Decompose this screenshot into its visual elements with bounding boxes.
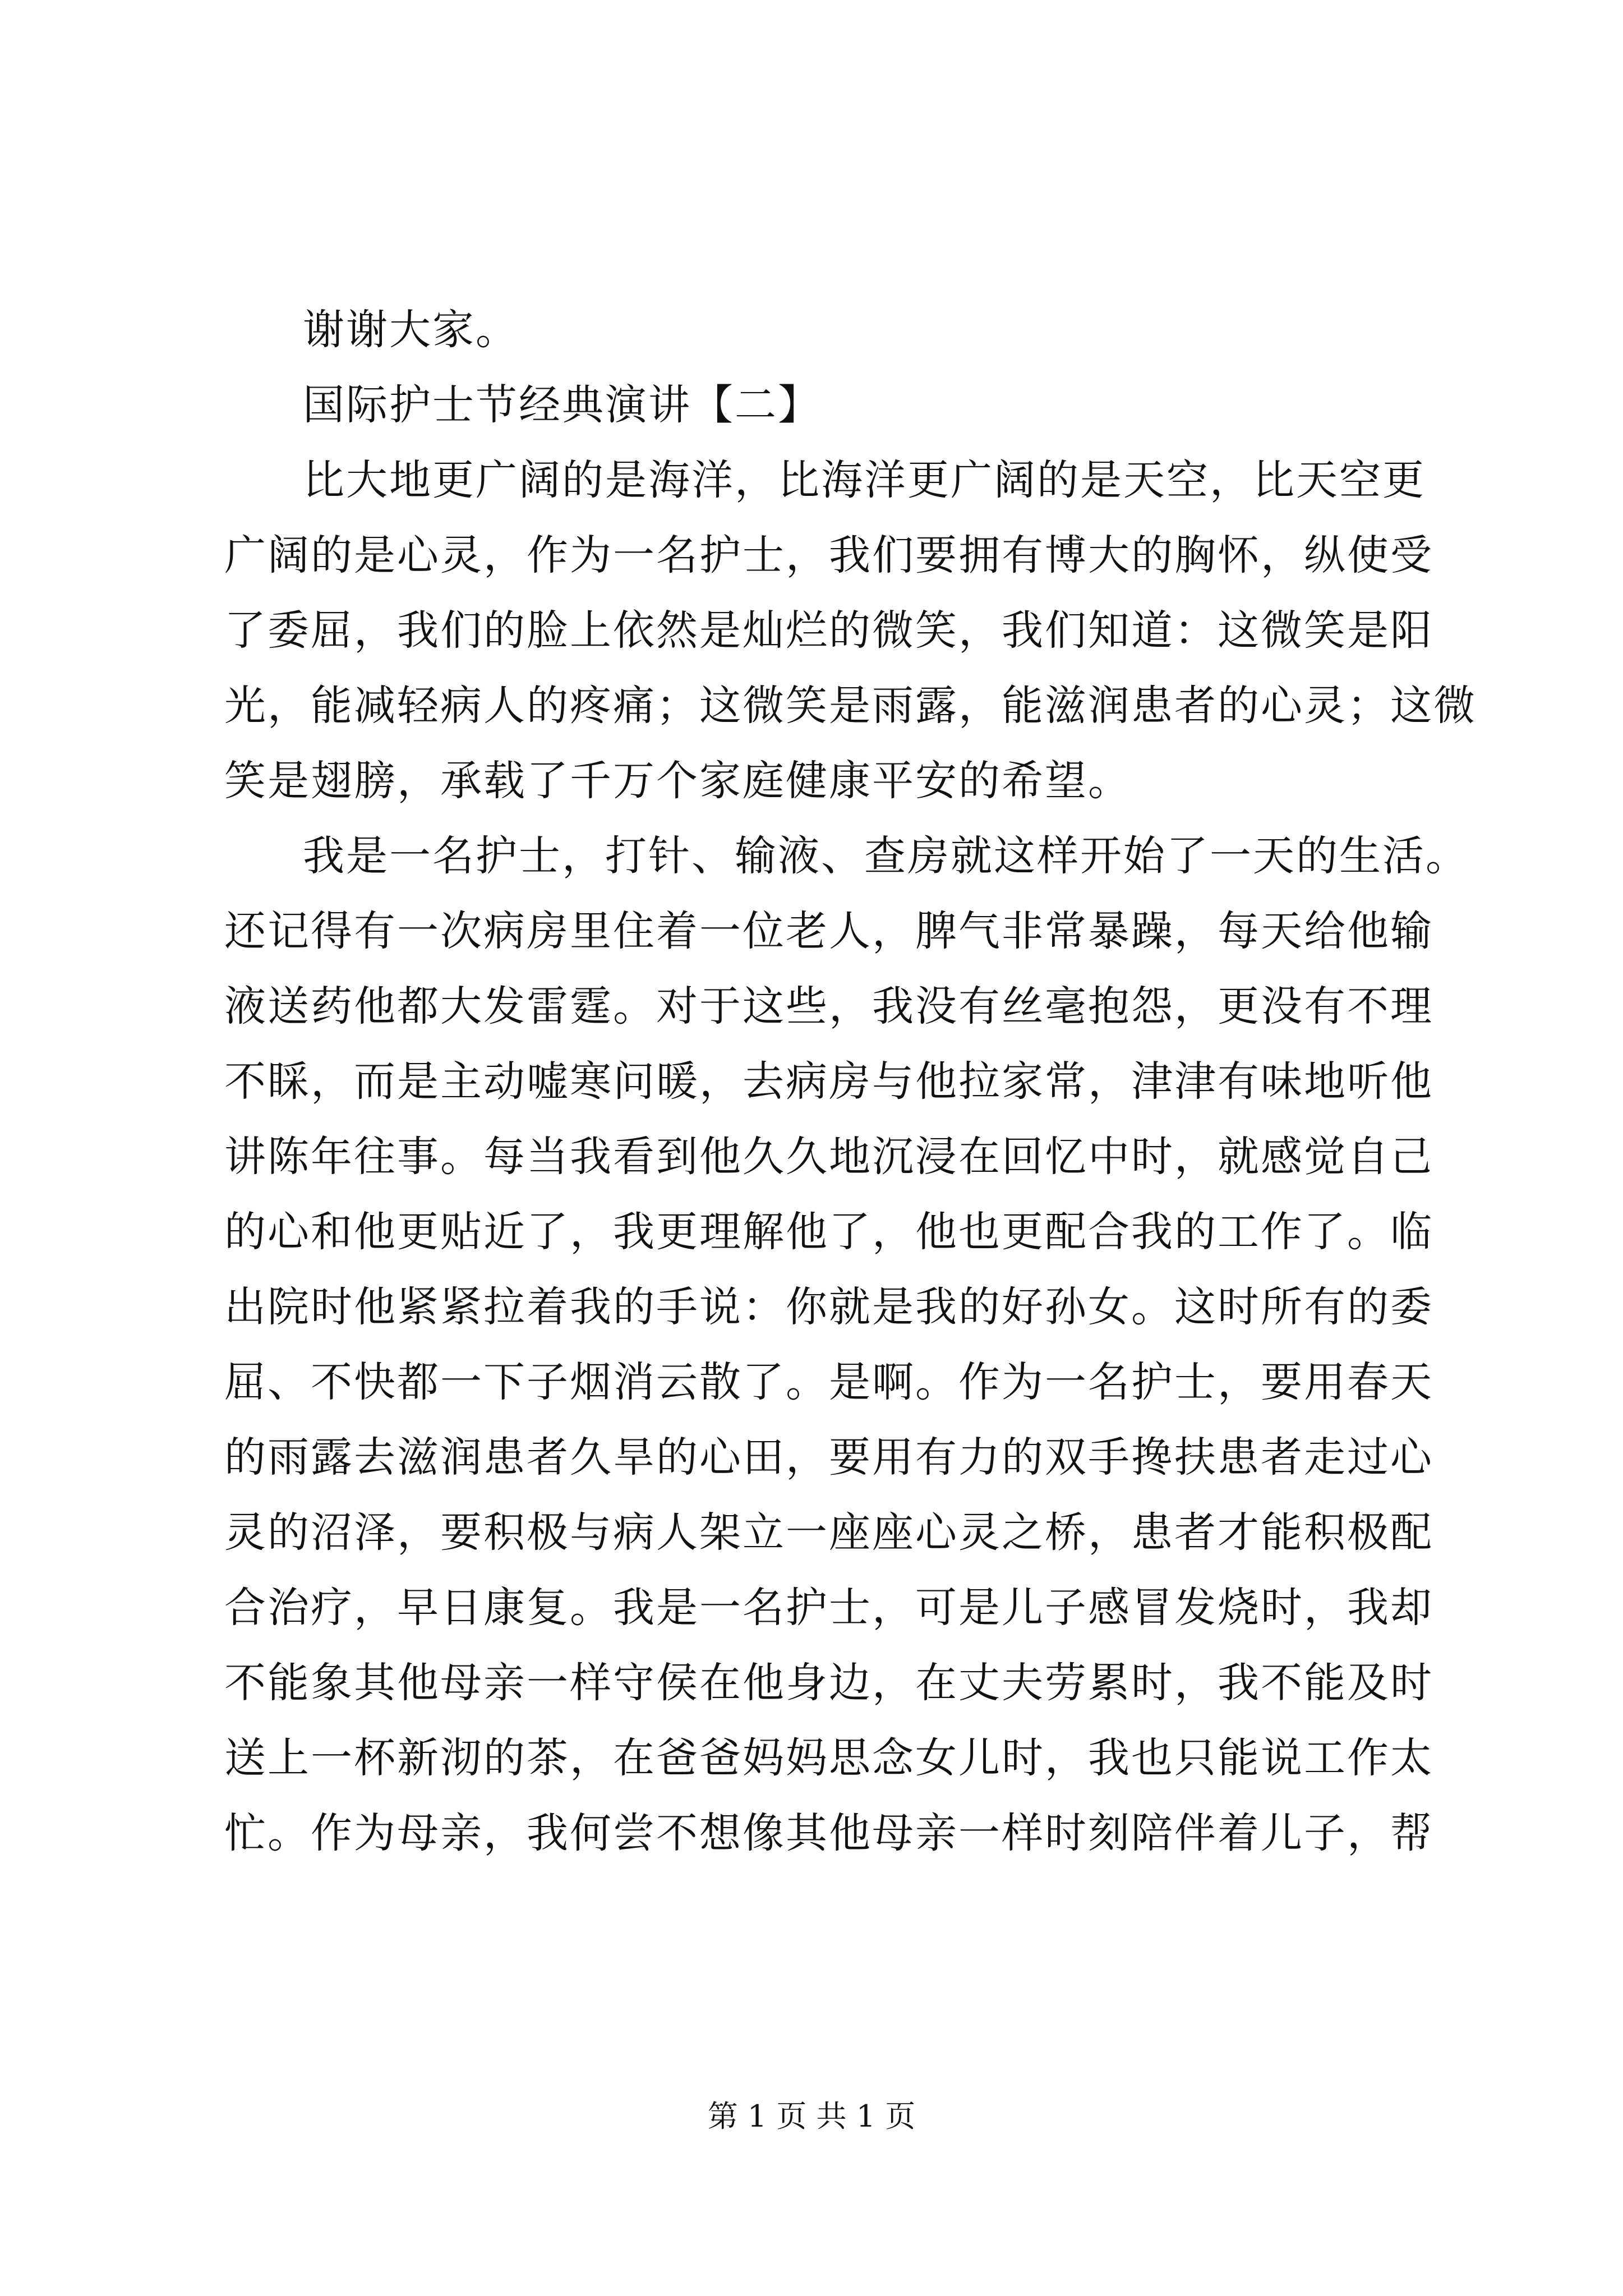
paragraph-2-line-1: 我是一名护士，打针、输液、查房就这样开始了一天的生活。 [303, 832, 1469, 880]
paragraph-2-line-8: 屈、不快都一下子烟消云散了。是啊。作为一名护士，要用春天 [224, 1358, 1433, 1406]
paragraph-2-line-10: 灵的沼泽，要积极与病人架立一座座心灵之桥，患者才能积极配 [224, 1508, 1433, 1557]
paragraph-2-line-7: 出院时他紧紧拉着我的手说：你就是我的好孙女。这时所有的委 [224, 1283, 1433, 1331]
section-heading: 国际护士节经典演讲【二】 [303, 381, 821, 429]
paragraph-1-line-2: 广阔的是心灵，作为一名护士，我们要拥有博大的胸怀，纵使受 [224, 531, 1433, 579]
paragraph-1-line-5: 笑是翅膀，承载了千万个家庭健康平安的希望。 [224, 757, 1131, 805]
paragraph-2-line-9: 的雨露去滋润患者久旱的心田，要用有力的双手搀扶患者走过心 [224, 1433, 1433, 1481]
paragraph-2-line-4: 不睬，而是主动嘘寒问暖，去病房与他拉家常，津津有味地听他 [224, 1057, 1433, 1106]
paragraph-2-line-13: 送上一杯新沏的茶，在爸爸妈妈思念女儿时，我也只能说工作太 [224, 1734, 1433, 1782]
paragraph-1-line-1: 比大地更广阔的是海洋，比海洋更广阔的是天空，比天空更 [303, 456, 1426, 504]
paragraph-1-line-3: 了委屈，我们的脸上依然是灿烂的微笑，我们知道：这微笑是阳 [224, 606, 1433, 655]
paragraph-2-line-11: 合治疗，早日康复。我是一名护士，可是儿子感冒发烧时，我却 [224, 1584, 1433, 1632]
paragraph-2-line-3: 液送药他都大发雷霆。对于这些，我没有丝毫抱怨，更没有不理 [224, 982, 1433, 1030]
paragraph-2-line-2: 还记得有一次病房里住着一位老人，脾气非常暴躁，每天给他输 [224, 907, 1433, 955]
paragraph-1-line-4: 光，能减轻病人的疼痛；这微笑是雨露，能滋润患者的心灵；这微 [224, 682, 1477, 730]
paragraph-2-line-6: 的心和他更贴近了，我更理解他了，他也更配合我的工作了。临 [224, 1208, 1433, 1256]
paragraph-2-line-14: 忙。作为母亲，我何尝不想像其他母亲一样时刻陪伴着儿子，帮 [224, 1809, 1433, 1857]
paragraph-2-line-5: 讲陈年往事。每当我看到他久久地沉浸在回忆中时，就感觉自己 [224, 1133, 1433, 1181]
page-footer: 第 1 页 共 1 页 [707, 2099, 916, 2134]
paragraph-2-line-12: 不能象其他母亲一样守侯在他身边，在丈夫劳累时，我不能及时 [224, 1659, 1433, 1707]
closing-line: 谢谢大家。 [303, 306, 519, 354]
